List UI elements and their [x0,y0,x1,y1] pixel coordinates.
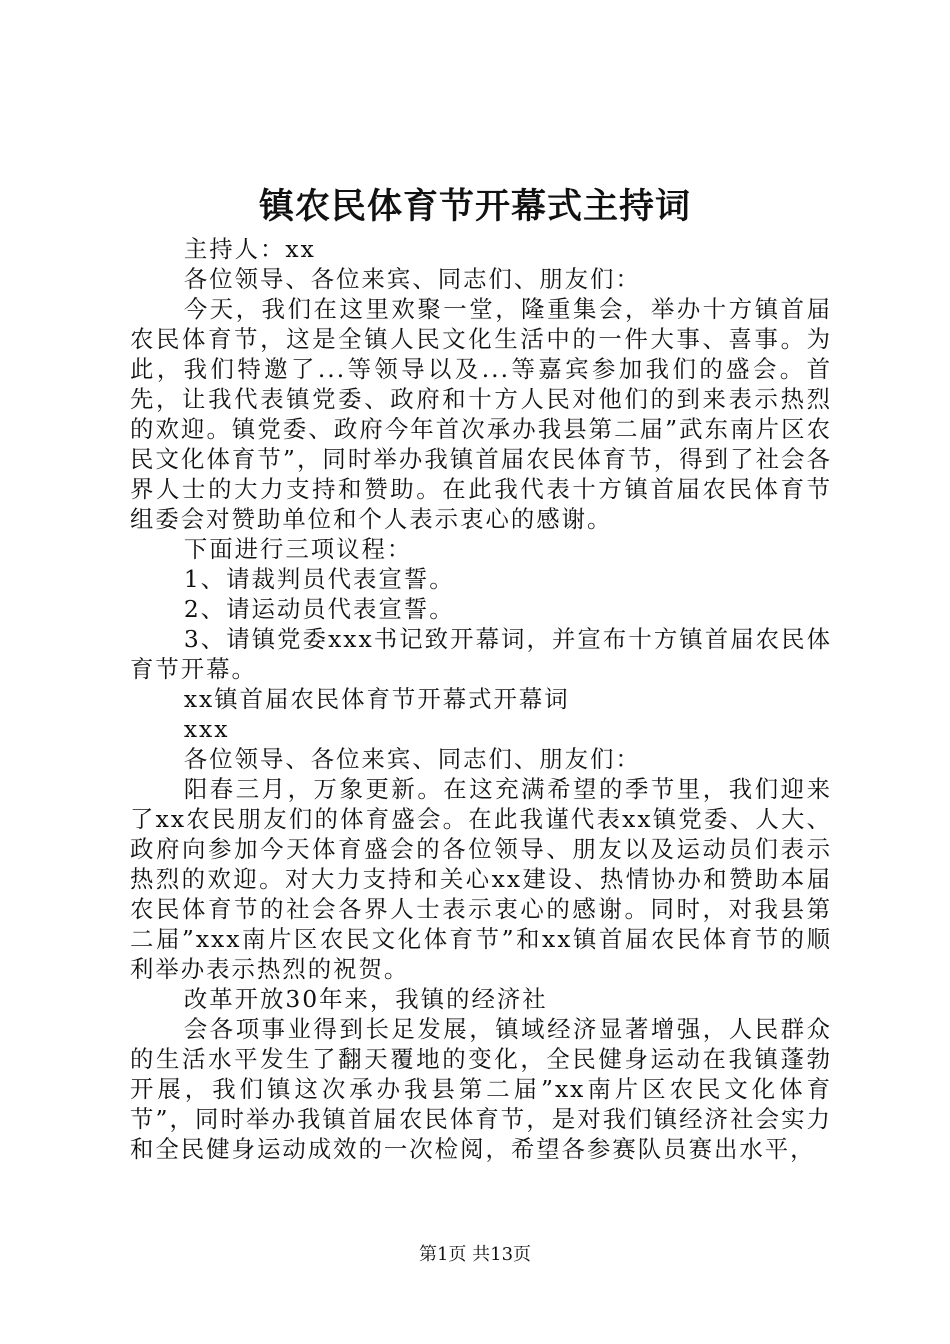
host-line: 主持人：xx [183,235,316,263]
speech-title: xx镇首届农民体育节开幕式开幕词 [183,685,570,713]
speech-paragraph: 会各项事业得到长足发展，镇域经济显著增强，人民群众的生活水平发生了翻天覆地的变化，全民健身运动在我镇蓬勃开展，我们镇这次承办我县第二届”xx南片区农民文化体育节”，同时举办我镇首届农民体育节，是对我们镇经济社会实力和全民健身运动成效的一次检阅，希望各参赛队员赛出水平， [130,1015,832,1163]
agenda-item-2: 2、请运动员代表宣誓。 [183,595,455,623]
speech-author: xxx [183,715,230,743]
page-number: 第1页 共13页 [418,1244,532,1265]
agenda-item-1: 1、请裁判员代表宣誓。 [183,565,455,593]
salutation: 各位领导、各位来宾、同志们、朋友们： [183,265,641,293]
agenda-intro: 下面进行三项议程： [183,535,413,563]
speech-paragraph: 阳春三月，万象更新。在这充满希望的季节里，我们迎来了xx农民朋友们的体育盛会。在此我谨代表xx镇党委、人大、政府向参加今天体育盛会的各位领导、朋友以及运动员们表示热烈的欢迎。对大力支持和关心xx建设、热情协办和赞助本届农民体育节的社会各界人士表示衷心的感谢。同时，对我县第二届”xxx南片区农民文化体育节”和xx镇首届农民体育节的顺利举办表示热烈的祝贺。 [130,775,832,983]
agenda-item-3: 3、请镇党委xxx书记致开幕词，并宣布十方镇首届农民体育节开幕。 [130,625,832,683]
opening-paragraph: 今天，我们在这里欢聚一堂，隆重集会，举办十方镇首届农民体育节，这是全镇人民文化生活中的一件大事、喜事。为此，我们特邀了...等领导以及...等嘉宾参加我们的盛会。首先，让我代表镇党委、政府和十方人民对他们的到来表示热烈的欢迎。镇党委、政府今年首次承办我县第二届”武东南片区农民文化体育节”，同时举办我镇首届农民体育节，得到了社会各界人士的大力支持和赞助。在此我代表十方镇首届农民体育节组委会对赞助单位和个人表示衷心的感谢。 [130,295,832,533]
speech-paragraph: 改革开放30年来，我镇的经济社 [183,985,548,1013]
document-body [130,234,832,1164]
speech-salutation: 各位领导、各位来宾、同志们、朋友们： [183,745,641,773]
document-title: 镇农民体育节开幕式主持词 [258,187,691,227]
